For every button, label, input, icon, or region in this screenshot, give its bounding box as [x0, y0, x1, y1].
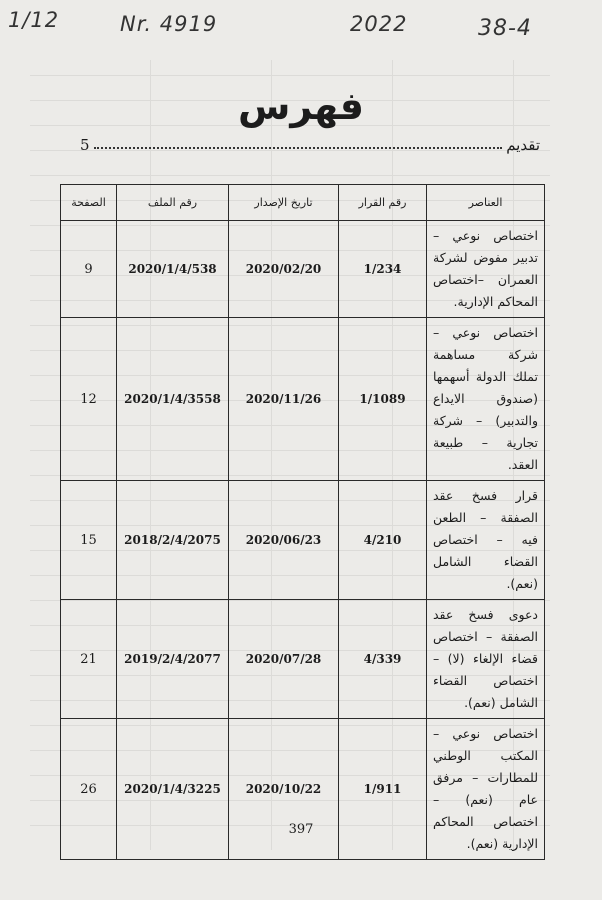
topic-cell: اختصاص نوعي – المكتب الوطني للمطارات – مرفق عام (نعم) – اختصاص المحاكم الإدارية (نعم). — [427, 719, 545, 860]
decision-number-cell: 1/911 — [339, 719, 427, 860]
page-title: فهرس — [237, 84, 365, 128]
handwritten-code: 38-4 — [478, 16, 532, 41]
decision-number-cell: 4/210 — [339, 481, 427, 600]
issue-date-cell: 2020/10/22 — [229, 719, 339, 860]
header-page: الصفحة — [61, 185, 117, 221]
topic-cell: دعوى فسخ عقد الصفقة – اختصاص قضاء الإلغاء (لا) – اختصاص القضاء الشامل (نعم). — [427, 600, 545, 719]
page-cell: 21 — [61, 600, 117, 719]
page-cell: 15 — [61, 481, 117, 600]
handwritten-fraction: 1/12 — [8, 8, 60, 32]
header-issue-date: تاريخ الإصدار — [229, 185, 339, 221]
table-row — [61, 318, 545, 481]
index-table — [60, 184, 545, 860]
handwritten-reference: Nr. 4919 — [120, 12, 218, 36]
issue-date-cell: 2020/11/26 — [229, 318, 339, 481]
file-number-cell: 2018/2/4/2075 — [117, 481, 229, 600]
table-row — [61, 481, 545, 600]
intro-line — [80, 132, 540, 154]
decision-number-cell: 1/234 — [339, 221, 427, 318]
header-topic: العناصر — [427, 185, 545, 221]
table-row — [61, 719, 545, 860]
page-cell: 26 — [61, 719, 117, 860]
topic-cell: قرار فسخ عقد الصفقة – الطعن فيه – اختصاص القضاء الشامل (نعم). — [427, 481, 545, 600]
intro-page: 5 — [80, 136, 90, 154]
header-file-number: رقم الملف — [117, 185, 229, 221]
dot-leader — [94, 147, 503, 149]
page-cell: 9 — [61, 221, 117, 318]
handwritten-year: 2022 — [350, 12, 408, 36]
topic-cell: اختصاص نوعي – شركة مساهمة تملك الدولة أسهمها (صندوق الايداع والتدبير) – شركة تجارية – طبيعة العقد. — [427, 318, 545, 481]
file-number-cell: 2020/1/4/538 — [117, 221, 229, 318]
page-number: 397 — [288, 822, 314, 837]
issue-date-cell: 2020/02/20 — [229, 221, 339, 318]
header-decision-number: رقم القرار — [339, 185, 427, 221]
topic-cell: اختصاص نوعي – تدبير مفوض لشركة العمران –اختصاص المحاكم الإدارية. — [427, 221, 545, 318]
issue-date-cell: 2020/06/23 — [229, 481, 339, 600]
intro-label: تقديم — [506, 136, 540, 154]
table-row — [61, 221, 545, 318]
file-number-cell: 2020/1/4/3225 — [117, 719, 229, 860]
page-cell: 12 — [61, 318, 117, 481]
file-number-cell: 2019/2/4/2077 — [117, 600, 229, 719]
decision-number-cell: 1/1089 — [339, 318, 427, 481]
table-row — [61, 600, 545, 719]
issue-date-cell: 2020/07/28 — [229, 600, 339, 719]
file-number-cell: 2020/1/4/3558 — [117, 318, 229, 481]
decision-number-cell: 4/339 — [339, 600, 427, 719]
table-header-row — [61, 185, 545, 221]
